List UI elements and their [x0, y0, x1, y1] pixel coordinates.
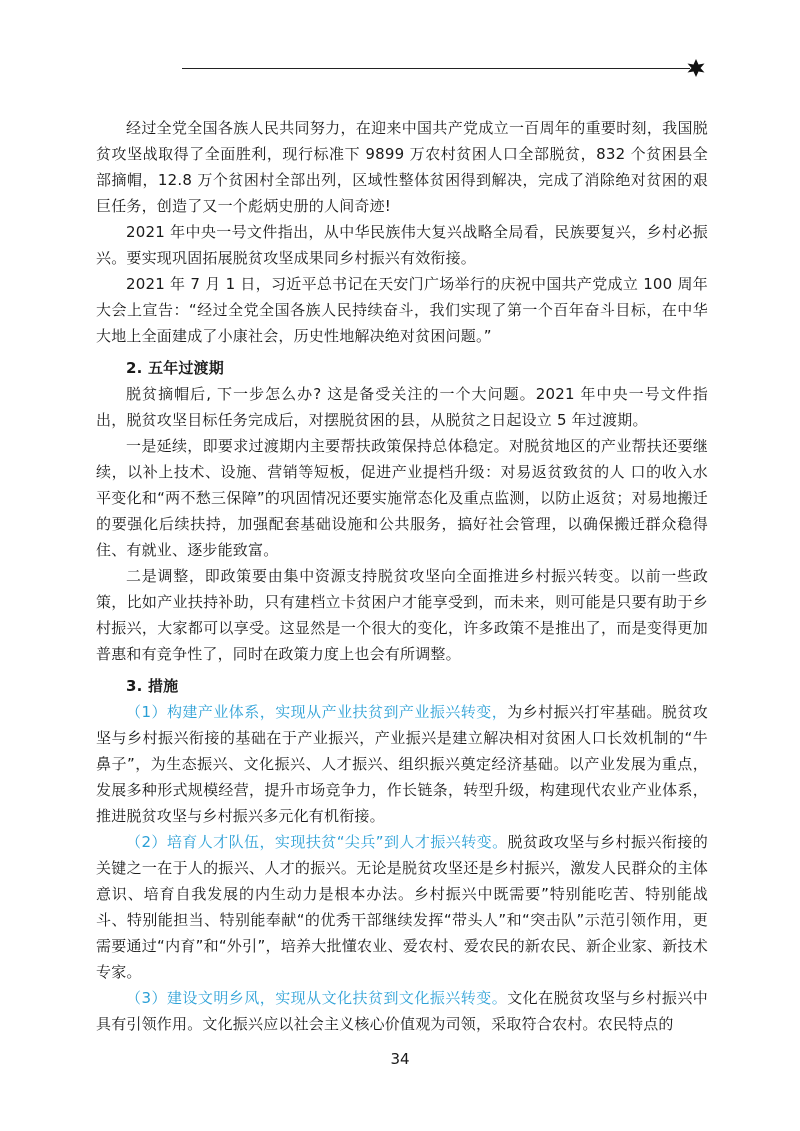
paragraph — [96, 985, 708, 1037]
paragraph-text: 脱贫政攻坚与乡村振兴衔接的关键之一在于人的振兴、人才的振兴。无论是脱贫攻坚还是乡村振兴，激发人民群众的主体意识、培育自我发展的内生动力是根本办法。乡村振兴中既需要”特别能吃苦、特别能战斗、特别能担当、特别能奉献“的优秀干部继续发挥“带头人”和“突击队”示范引领作用，更需要通过“内育”和“外引”，培养大批懂农业、爱农村、爱农民的新农民、新企业家、新技术专家。 — [96, 833, 708, 981]
paragraph-text: 文化在脱贫攻坚与乡村振兴中具有引领作用。文化振兴应以社会主义核心价值观为司领，采取符合农村。农民特点的 — [96, 989, 708, 1033]
highlight-heading: （3）建设文明乡风，实现从文化扶贫到文化振兴转变。 — [126, 989, 508, 1007]
star-burst-icon — [686, 58, 706, 78]
paragraph: 2021 年 7 月 1 日，习近平总书记在天安门广场举行的庆祝中国共产党成立 100 周年大会上宣告：“经过全党全国各族人民持续奋斗，我们实现了第一个百年奋斗目标，在中华大地上全面建成了小康社会，历史性地解决绝对贫困问题。” — [96, 275, 708, 345]
page-number: 34 — [390, 1050, 410, 1068]
paragraph — [96, 829, 708, 985]
paragraph: 经过全党全国各族人民共同努力，在迎来中国共产党成立一百周年的重要时刻，我国脱贫攻坚战取得了全面胜利，现行标准下 9899 万农村贫困人口全部脱贫，832 个贫困县全部摘帽，12.8 万个贫困村全部出列，区域性整体贫困得到解决，完成了消除绝对贫困的艰巨任务，创造了又一个彪炳史册的人间奇迹! — [96, 119, 708, 215]
paragraph: 二是调整，即政策要由集中资源支持脱贫攻坚向全面推进乡村振兴转变。以前一些政策，比如产业扶持补助，只有建档立卡贫困户才能享受到，而未来，则可能是只要有助于乡村振兴，大家都可以享受。这显然是一个很大的变化，许多政策不是推出了，而是变得更加普惠和有竞争性了，同时在政策力度上也会有所调整。 — [96, 567, 708, 663]
paragraph — [96, 699, 708, 829]
header-rule — [182, 68, 690, 69]
section-heading: 3. 措施 — [126, 677, 179, 695]
document-body — [96, 115, 708, 1037]
paragraph-text: 为乡村振兴打牢基础。脱贫攻坚与乡村振兴衔接的基础在于产业振兴，产业振兴是建立解决相对贫困人口长效机制的“牛鼻子”，为生态振兴、文化振兴、人才振兴、组织振兴奠定经济基础。以产业发展为重点，发展多种形式规模经营，提升市场竞争力，作长链条，转型升级，构建现代农业产业体系，推进脱贫攻坚与乡村振兴多元化有机衔接。 — [96, 703, 708, 825]
paragraph: 2021 年中央一号文件指出，从中华民族伟大复兴战略全局看，民族要复兴，乡村必振兴。要实现巩固拓展脱贫攻坚成果同乡村振兴有效衔接。 — [96, 223, 708, 267]
highlight-heading: （1）构建产业体系，实现从产业扶贫到产业振兴转变， — [126, 703, 508, 721]
section-heading: 2. 五年过渡期 — [126, 359, 224, 377]
highlight-heading: （2）培育人才队伍，实现扶贫“尖兵”到人才振兴转变。 — [126, 833, 508, 851]
paragraph: 脱贫摘帽后, 下一步怎么办? 这是备受关注的一个大问题。2021 年中央一号文件指出，脱贫攻坚目标任务完成后，对摆脱贫困的县，从脱贫之日起设立 5 年过渡期。 — [96, 385, 708, 429]
paragraph: 一是延续，即要求过渡期内主要帮扶政策保持总体稳定。对脱贫地区的产业帮扶还要继续，以补上技术、设施、营销等短板，促进产业提档升级：对易返贫致贫的人 口的收入水平变化和“两不愁三保障”的巩固情况还要实施常态化及重点监测，以防止返贫；对易地搬迁的要强化后续扶持，加强配套基础设施和公共服务，搞好社会管理，以确保搬迁群众稳得住、有就业、逐步能致富。 — [96, 437, 708, 559]
